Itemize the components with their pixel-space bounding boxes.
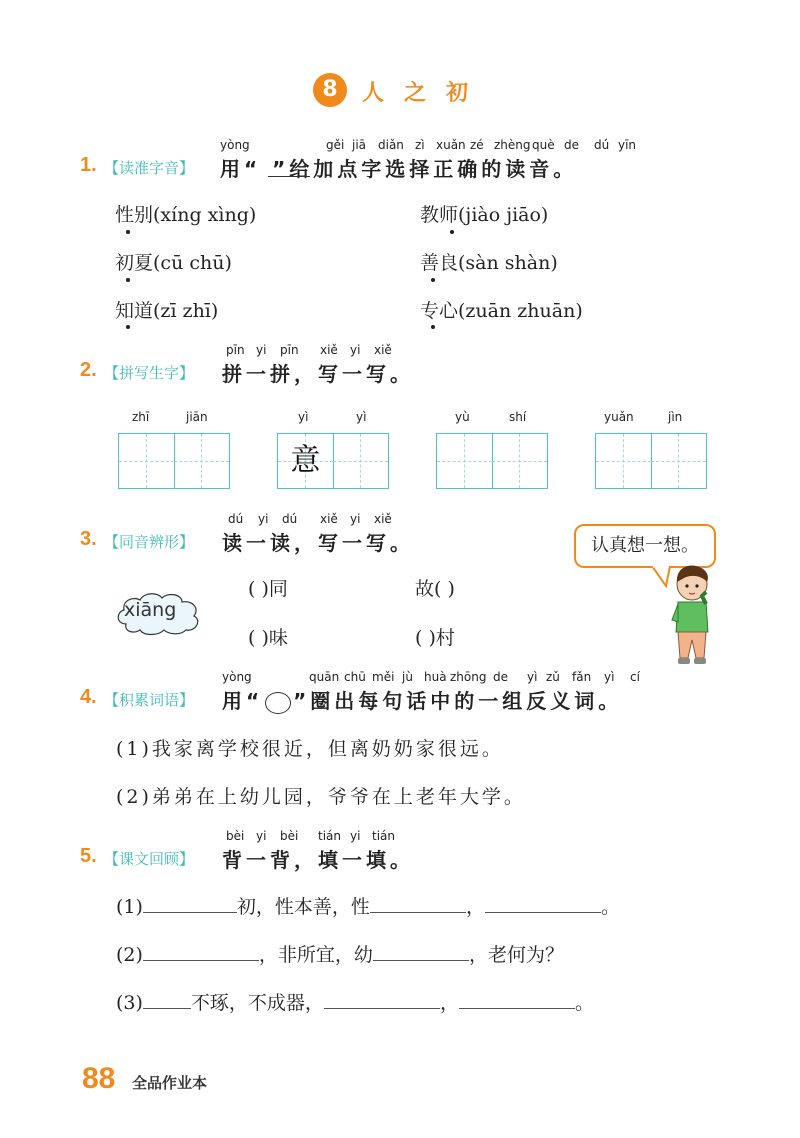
fill-blank[interactable] — [143, 892, 237, 913]
q1-instruction: 用“ ”给加点字选择正确的读音。 — [220, 157, 578, 181]
q4-pinyin-8: yì — [527, 670, 538, 684]
q1-number: 1. — [80, 154, 97, 176]
grid-cell[interactable] — [278, 434, 334, 488]
q1-pinyin-4: zì — [415, 138, 425, 152]
q4-pinyin-12: cí — [630, 670, 640, 684]
q2-number: 2. — [80, 359, 97, 381]
q2-writing-grid-3[interactable] — [436, 433, 548, 489]
grid-cell[interactable] — [437, 434, 493, 488]
q5-pinyin-4: yi — [350, 829, 361, 843]
q5-line-2 — [116, 940, 564, 967]
q5-number: 5. — [80, 845, 97, 867]
q1-pinyin-7: zhèng — [494, 138, 531, 152]
fill-blank[interactable] — [370, 892, 466, 913]
q1-answer-blank[interactable] — [268, 176, 310, 177]
fill-blank[interactable] — [459, 988, 575, 1009]
q1-pinyin-2: jiā — [352, 138, 367, 152]
q5-pinyin-5: tián — [372, 829, 395, 843]
q2-pinyin-0: pīn — [226, 343, 245, 357]
q1-item-1-options[interactable]: (xíng xìng) — [153, 204, 257, 226]
q5-line-2-text: ，非所宜，幼 — [258, 944, 373, 966]
q4-pinyin-3: měi — [372, 670, 395, 684]
q1-pinyin-6: zé — [470, 138, 484, 152]
q2-grid-2-pinyin-2: yì — [356, 410, 367, 424]
q3-number: 3. — [80, 528, 97, 550]
fill-blank[interactable] — [485, 892, 601, 913]
fill-blank[interactable] — [324, 988, 440, 1009]
brand-name: 全品作业本 — [132, 1074, 208, 1092]
q4-pinyin-4: jù — [402, 670, 413, 684]
q5-line-3-label: (3) — [116, 992, 143, 1014]
q5-line-3-end: 。 — [574, 992, 594, 1014]
q3-instruction: 读一读，写一写。 — [222, 531, 414, 555]
q5-line-1-text: 初，性本善，性 — [236, 896, 370, 918]
q3-pinyin-2: dú — [282, 512, 298, 526]
grid-cell[interactable] — [651, 434, 706, 488]
boy-thinking-icon — [666, 562, 718, 668]
q2-grid-3-pinyin-2: shí — [509, 410, 527, 424]
q1-item-2-word: 教师 — [420, 204, 459, 226]
q5-instruction: 背一背，填一填。 — [222, 848, 414, 872]
q4-instruction-pre: 用“ — [222, 689, 264, 713]
q4-pinyin-2: chū — [344, 670, 366, 684]
emphasis-dot — [431, 325, 435, 329]
q2-tag: 【拼写生字】 — [104, 364, 195, 382]
q1-item-5-word: 知道 — [115, 300, 154, 322]
q4-sentence-1[interactable]: (1)我家离学校很近，但离奶奶家很远。 — [116, 738, 504, 760]
q4-pinyin-7: de — [493, 670, 508, 684]
q3-pinyin-3: xiě — [320, 512, 338, 526]
q2-writing-grid-2[interactable] — [277, 433, 389, 489]
q1-item-6-options[interactable]: (zuān zhuān) — [458, 300, 583, 322]
q4-tag: 【积累词语】 — [104, 691, 195, 709]
q1-pinyin-10: dú — [594, 138, 610, 152]
q4-instruction — [222, 685, 622, 714]
q3-pinyin-4: yi — [350, 512, 361, 526]
q3-item-2[interactable]: 故( ) — [415, 578, 455, 600]
q2-pinyin-3: xiě — [320, 343, 338, 357]
q1-pinyin-3: diǎn — [378, 138, 404, 152]
q5-pinyin-2: bèi — [280, 829, 299, 843]
q1-item-2-options[interactable]: (jiào jiāo) — [458, 204, 549, 226]
emphasis-dot — [126, 278, 130, 282]
q5-line-3-text: 不琢，不成器， — [190, 992, 324, 1014]
q2-pinyin-1: yi — [256, 343, 267, 357]
q2-grid-4-pinyin-2: jìn — [668, 410, 683, 424]
q3-item-4[interactable]: ( )村 — [415, 627, 455, 649]
q5-line-1 — [116, 892, 620, 919]
q1-item-6 — [420, 296, 583, 323]
q5-line-1-end: 。 — [600, 896, 620, 918]
q2-grid-4-pinyin-1: yuǎn — [604, 410, 634, 424]
q3-item-3[interactable]: ( )味 — [248, 627, 288, 649]
q2-writing-grid-1[interactable] — [118, 433, 230, 489]
q3-pinyin-1: yi — [258, 512, 269, 526]
lesson-title: 人之初 — [362, 81, 489, 106]
q1-item-6-word: 专心 — [420, 300, 459, 322]
q3-pinyin-5: xiě — [374, 512, 392, 526]
q3-item-1[interactable]: ( )同 — [248, 578, 288, 600]
q4-pinyin-5: huà — [424, 670, 447, 684]
q1-pinyin-9: de — [564, 138, 579, 152]
q4-pinyin-0: yòng — [222, 670, 252, 684]
q4-pinyin-1: quān — [309, 670, 340, 684]
q4-sentence-2[interactable]: (2)弟弟在上幼儿园，爷爷在上老年大学。 — [116, 786, 526, 808]
emphasis-dot — [126, 230, 130, 234]
speech-bubble: 认真想一想。 — [574, 524, 716, 568]
q4-pinyin-10: fǎn — [572, 670, 592, 684]
q5-pinyin-3: tián — [318, 829, 341, 843]
q1-item-3-options[interactable]: (cū chū) — [153, 252, 232, 274]
q2-pinyin-4: yi — [350, 343, 361, 357]
q1-item-4-word: 善良 — [420, 252, 459, 274]
q1-pinyin-5: xuǎn — [436, 138, 466, 152]
q5-line-1-label: (1) — [116, 896, 143, 918]
q3-tag: 【同音辨形】 — [104, 533, 195, 551]
cloud-pinyin: xiāng — [124, 599, 177, 621]
q1-item-5-options[interactable]: (zī zhī) — [153, 300, 219, 322]
q4-instruction-post: ”圈出每句话中的一组反义词。 — [293, 689, 623, 713]
q1-item-2 — [420, 200, 548, 227]
q1-item-1-word: 性别 — [115, 204, 154, 226]
emphasis-dot — [126, 325, 130, 329]
q2-grid-2-pinyin-1: yì — [298, 410, 309, 424]
q3-pinyin-0: dú — [228, 512, 244, 526]
page-number: 88 — [82, 1062, 116, 1095]
q2-pinyin-5: xiě — [374, 343, 392, 357]
q1-pinyin-0: yòng — [220, 138, 250, 152]
q5-line-1-comma: ， — [465, 896, 485, 918]
fill-blank[interactable] — [143, 988, 191, 1009]
q1-item-3-word: 初夏 — [115, 252, 154, 274]
emphasis-dot — [450, 230, 454, 234]
q2-grid-1-pinyin-2: jiān — [186, 410, 208, 424]
q1-item-1 — [115, 200, 256, 227]
q1-pinyin-8: què — [532, 138, 555, 152]
fill-blank[interactable] — [373, 940, 469, 961]
q5-pinyin-1: yi — [256, 829, 267, 843]
q5-line-2-label: (2) — [116, 944, 143, 966]
grid-cell[interactable] — [333, 434, 388, 488]
q5-tag: 【课文回顾】 — [104, 850, 195, 868]
q1-tag: 【读准字音】 — [104, 159, 195, 177]
q1-item-4 — [420, 248, 558, 275]
q2-instruction: 拼一拼，写一写。 — [222, 362, 414, 386]
q2-pinyin-2: pīn — [280, 343, 299, 357]
grid-cell[interactable] — [492, 434, 547, 488]
q4-number: 4. — [80, 686, 97, 708]
circle-icon — [265, 692, 291, 714]
q2-grid-3-pinyin-1: yù — [455, 410, 470, 424]
q1-item-4-options[interactable]: (sàn shàn) — [458, 252, 558, 274]
q1-pinyin-1: gěi — [326, 138, 345, 152]
q5-pinyin-0: bèi — [226, 829, 245, 843]
q2-grid-1-pinyin-1: zhī — [132, 410, 150, 424]
q4-pinyin-6: zhōng — [450, 670, 487, 684]
fill-blank[interactable] — [143, 940, 259, 961]
grid-cell[interactable] — [596, 434, 652, 488]
q2-writing-grid-4[interactable] — [595, 433, 707, 489]
grid-cell[interactable] — [174, 434, 229, 488]
q1-pinyin-11: yīn — [618, 138, 637, 152]
lesson-number-badge: 8 — [313, 73, 347, 107]
q1-item-5 — [115, 296, 218, 323]
q1-item-3 — [115, 248, 232, 275]
emphasis-dot — [431, 278, 435, 282]
grid-cell[interactable] — [119, 434, 175, 488]
example-character: 意 — [290, 443, 321, 478]
q5-line-2-end: ，老何为？ — [468, 944, 564, 966]
q5-line-3 — [116, 988, 594, 1015]
q5-line-3-comma: ， — [439, 992, 459, 1014]
q4-pinyin-9: zǔ — [546, 670, 560, 684]
q4-pinyin-11: yì — [604, 670, 615, 684]
